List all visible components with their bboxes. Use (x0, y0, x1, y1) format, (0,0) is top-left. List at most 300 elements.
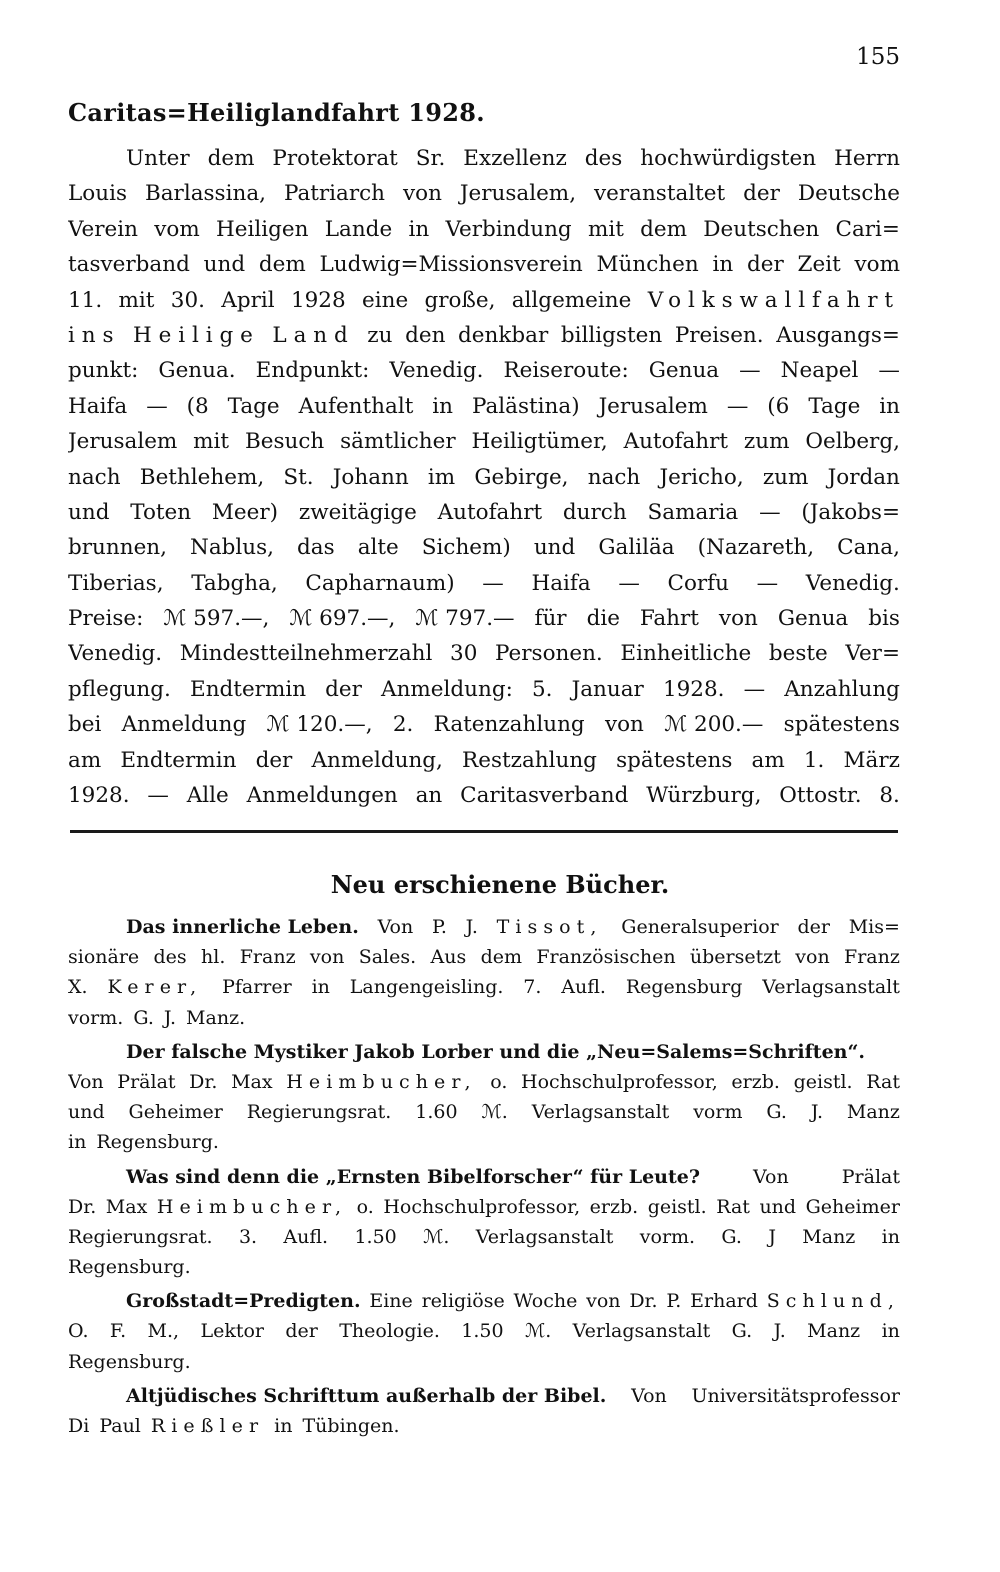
text-line (68, 1127, 900, 1157)
word: am (751, 747, 785, 773)
word: die (586, 606, 620, 632)
text-line (68, 1252, 900, 1282)
word: — (759, 499, 781, 525)
word: Würzburg, (646, 783, 762, 809)
word: P. (666, 1290, 682, 1313)
word: billigsten (560, 322, 663, 348)
text-line (68, 389, 900, 424)
word: große, (424, 287, 496, 313)
word: Verlagsanstalt (475, 1225, 614, 1248)
word: Universitätsprofessor (691, 1384, 900, 1407)
text-line (68, 1222, 900, 1252)
word: Regensburg. (68, 1256, 191, 1279)
word: München (596, 252, 699, 278)
word: erzb. (731, 1070, 780, 1093)
word: Dr. (68, 1195, 97, 1218)
word: Jerusalem (68, 429, 178, 455)
word: Endpunkt: (255, 358, 370, 384)
word: dem (480, 946, 522, 969)
word: Max (105, 1195, 148, 1218)
word: Von (377, 916, 414, 938)
text-line (68, 972, 900, 1002)
word: ℳ 120.—, (266, 712, 373, 738)
word: Oelberg, (805, 429, 900, 455)
word: Autofahrt (623, 429, 729, 455)
word: Heimbucher, (286, 1070, 477, 1093)
word: Caritasverband (460, 783, 629, 809)
word: spätestens (783, 712, 900, 738)
word: G. (766, 1101, 787, 1124)
word: Venedig. (68, 641, 163, 667)
word: (Nazareth, (697, 535, 815, 561)
word: zweitägige (298, 499, 417, 525)
word: Anmeldung, (311, 747, 443, 773)
word: April (221, 287, 275, 313)
word: tasverband (68, 252, 190, 278)
word: (Jakobs= (801, 499, 900, 525)
word: in (408, 216, 430, 242)
word: sämtlicher (340, 429, 456, 455)
word: Mis= (848, 916, 900, 938)
word: — (878, 358, 900, 384)
word: Cana, (837, 535, 900, 561)
word: 1928. (68, 783, 130, 809)
word: Regensburg. (68, 1350, 191, 1373)
word: März (843, 747, 900, 773)
word: Restzahlung (462, 747, 597, 773)
word: Rat (866, 1070, 900, 1093)
text-line (68, 247, 900, 282)
word: mit (193, 429, 230, 455)
text-line (68, 1003, 900, 1033)
word: — (147, 783, 169, 809)
word: Johann (332, 464, 409, 490)
book-entry (68, 912, 900, 1033)
word: Endtermin (190, 676, 307, 702)
word: Anmeldung: (381, 676, 513, 702)
word: ins (68, 322, 121, 348)
word: spätestens (616, 747, 733, 773)
word: geistl. (647, 1195, 707, 1218)
word: Franz (239, 946, 296, 969)
text-line (68, 530, 900, 565)
text-line (68, 1192, 900, 1222)
word: Manz (807, 1320, 861, 1343)
word: Manz (802, 1225, 856, 1248)
word: von (586, 1290, 621, 1313)
word: Genua. (158, 358, 236, 384)
word: Von (68, 1070, 104, 1093)
word: Heilige (133, 322, 260, 348)
word: Heiligen (216, 216, 309, 242)
book-title: Der falsche Mystiker Jakob Lorber und die „Neu=Salems=Schriften“. (126, 1040, 866, 1063)
word: erzb. (589, 1195, 639, 1218)
word: Haifa (68, 393, 128, 419)
word: Genua (777, 606, 849, 632)
word: Louis (68, 181, 127, 207)
word: J (768, 1225, 776, 1248)
word: P. (431, 916, 447, 938)
word: Nablus, (190, 535, 275, 561)
word: Einheitliche (620, 641, 752, 667)
word: ℳ 597.—, (163, 606, 270, 632)
word: Regierungsrat. (68, 1225, 213, 1248)
word: J. (465, 916, 478, 938)
book-entry (68, 1286, 900, 1377)
word: ℳ 797.— (415, 606, 515, 632)
word: Aufenthalt (298, 393, 414, 419)
word: 1. (803, 747, 825, 773)
text-line (68, 636, 900, 671)
text-line (68, 424, 900, 459)
word: Lande (324, 216, 393, 242)
word: — (726, 393, 749, 419)
word: Jordan (827, 464, 900, 490)
word: und (533, 535, 576, 561)
book-title: Das innerliche Leben. (126, 916, 359, 938)
word: Schlund, (766, 1290, 900, 1313)
word: St. (283, 464, 314, 490)
word: Von (753, 1165, 789, 1188)
word: übersetzt (689, 946, 781, 969)
text-line (68, 707, 900, 742)
word: 7. (523, 976, 542, 999)
word: Dr. (629, 1290, 658, 1313)
word: Preisen. (674, 322, 764, 348)
word: Corfu (667, 570, 729, 596)
text-line (68, 1162, 900, 1192)
word: Ludwig=Missionsverein (319, 252, 583, 278)
word: 5. (531, 676, 553, 702)
word: 3. (238, 1225, 258, 1248)
word: Regensburg. (96, 1131, 219, 1154)
word: Prälat (117, 1070, 176, 1093)
text-line (68, 1381, 900, 1411)
text-line (68, 1316, 900, 1346)
word: ℳ 697.—, (289, 606, 396, 632)
word: Prälat (841, 1165, 900, 1188)
word: Franz (844, 946, 900, 969)
word: des (584, 146, 623, 171)
book-entry (68, 1037, 900, 1158)
word: Cari= (835, 216, 900, 242)
word: Max (231, 1070, 273, 1093)
word: von (403, 181, 442, 207)
word: veranstaltet (593, 181, 726, 207)
word: religiöse (421, 1290, 505, 1313)
word: F. (109, 1320, 127, 1343)
word: in (432, 393, 454, 419)
word: Jerusalem (598, 393, 708, 419)
word: bei (68, 712, 102, 738)
word: — (756, 570, 779, 596)
word: Regensburg (625, 976, 743, 999)
word: und (759, 1195, 797, 1218)
word: Tabgha, (191, 570, 278, 596)
text-line (68, 1067, 900, 1097)
word: Herrn (834, 146, 900, 171)
word: und (68, 1101, 105, 1124)
book-title: Altjüdisches Schrifttum außerhalb der Bibel. (126, 1384, 607, 1407)
word: J. (163, 1006, 177, 1029)
word: 30 (450, 641, 478, 667)
word: G. (721, 1225, 742, 1248)
word: Tübingen. (302, 1415, 400, 1437)
text-line (68, 318, 900, 353)
word: beste (768, 641, 828, 667)
word: alte (357, 535, 399, 561)
word: Ottostr. (779, 783, 862, 809)
word: des (153, 946, 187, 969)
text-line (68, 1037, 900, 1067)
word: Sales. (358, 946, 417, 969)
word: Land (272, 322, 355, 348)
word: Sichem) (421, 535, 511, 561)
word: Lektor (200, 1320, 264, 1343)
word: Geheimer (805, 1195, 900, 1218)
word: nach (587, 464, 641, 490)
word: Jericho, (659, 464, 744, 490)
word: mit (587, 216, 624, 242)
word: von (309, 946, 345, 969)
word: der (746, 252, 784, 278)
word: Deutschen (703, 216, 820, 242)
word: O. (68, 1320, 89, 1343)
word: hochwürdigsten (640, 146, 817, 171)
word: 2. (392, 712, 414, 738)
book-title: Was sind denn die „Ernsten Bibelforscher“ für Leute? (126, 1165, 700, 1188)
book-entry (68, 1381, 900, 1441)
word: in (881, 1225, 900, 1248)
text-line (68, 912, 900, 942)
word: und (203, 252, 246, 278)
word: ℳ. (481, 1101, 508, 1124)
word: ℳ 200.— (664, 712, 764, 738)
word: von (718, 606, 758, 632)
word: in (311, 976, 330, 999)
word: eine (362, 287, 409, 313)
word: pflegung. (68, 676, 171, 702)
text-line (68, 283, 900, 318)
word: Gebirge, (474, 464, 569, 490)
word: Ratenzahlung (433, 712, 585, 738)
word: Paul (99, 1415, 141, 1437)
word: Alle (186, 783, 229, 809)
word: Palästina) (471, 393, 580, 419)
word: G. (133, 1006, 154, 1029)
word: J. (773, 1320, 786, 1343)
word: geistl. (793, 1070, 853, 1093)
word: durch (562, 499, 627, 525)
word: 1.60 (415, 1101, 458, 1124)
word: Di (68, 1415, 90, 1437)
word: Januar (571, 676, 644, 702)
word: Mindestteilnehmerzahl (179, 641, 433, 667)
word: J. (810, 1101, 823, 1124)
word: Kerer, (107, 976, 203, 999)
text-line (68, 141, 900, 176)
word: im (427, 464, 456, 490)
word: Ver= (845, 641, 900, 667)
word: (8 (186, 393, 209, 419)
word: Zeit (797, 252, 841, 278)
text-line (68, 353, 900, 388)
word: Aus (430, 946, 467, 969)
text-line (68, 495, 900, 530)
word: Neapel (780, 358, 859, 384)
word: Sr. (415, 146, 446, 171)
word: Galiläa (598, 535, 675, 561)
word: o. (490, 1070, 508, 1093)
word: Toten (130, 499, 192, 525)
word: Verlagsanstalt (572, 1320, 711, 1343)
book-entry (68, 1162, 900, 1283)
word: Meer) (211, 499, 279, 525)
word: o. (356, 1195, 374, 1218)
word: vom (854, 252, 900, 278)
text-line (68, 942, 900, 972)
word: Tage (808, 393, 861, 419)
text-line (68, 1097, 900, 1127)
word: Preise: (68, 606, 144, 632)
word: Autofahrt (437, 499, 543, 525)
word: Geheimer (128, 1101, 223, 1124)
word: Aufl. (283, 1225, 329, 1248)
word: Verlagsanstalt (531, 1101, 670, 1124)
word: Hochschulprofessor, (521, 1070, 718, 1093)
word: Von (631, 1384, 667, 1407)
word: Barlassina, (144, 181, 266, 207)
word: Jerusalem, (459, 181, 577, 207)
word: 8. (879, 783, 900, 809)
word: Heimbucher, (156, 1195, 348, 1218)
word: Fahrt (639, 606, 699, 632)
word: Regierungsrat. (246, 1101, 392, 1124)
section-title: Caritas=Heiliglandfahrt 1928. (68, 98, 485, 127)
word: an (415, 783, 443, 809)
word: Volkswallfahrt (647, 287, 900, 313)
word: ℳ. (423, 1225, 450, 1248)
word: das (297, 535, 335, 561)
word: Generalsuperior (621, 916, 779, 938)
word: der (285, 1320, 318, 1343)
word: dem (207, 146, 255, 171)
word: in (274, 1415, 293, 1437)
word: brunnen, (68, 535, 167, 561)
text-line (68, 566, 900, 601)
word: Bethlehem, (139, 464, 265, 490)
word: Verbindung (445, 216, 572, 242)
word: in (881, 1320, 900, 1343)
word: Protektorat (272, 146, 398, 171)
word: Pfarrer (222, 976, 292, 999)
word: Patriarch (283, 181, 386, 207)
word: — (618, 570, 640, 596)
word: Rat (716, 1195, 750, 1218)
word: von (604, 712, 644, 738)
word: G. (731, 1320, 753, 1343)
word: zum (762, 464, 809, 490)
word: Tiberias, (68, 570, 164, 596)
word: der (255, 747, 293, 773)
word: Tissot, (496, 916, 603, 938)
word: Langengeisling. (349, 976, 504, 999)
text-line (68, 1347, 900, 1377)
word: vorm (693, 1101, 743, 1124)
word: Verein (68, 216, 139, 242)
word: bis (868, 606, 900, 632)
word: von (795, 946, 830, 969)
word: mit (118, 287, 155, 313)
word: Haifa (531, 570, 591, 596)
word: Venedig. (389, 358, 484, 384)
word: Theologie. (339, 1320, 440, 1343)
word: Hochschulprofessor, (383, 1195, 581, 1218)
word: Anmeldungen (246, 783, 398, 809)
word: vorm. (68, 1006, 124, 1029)
word: Anzahlung (784, 676, 900, 702)
word: 1.50 (354, 1225, 397, 1248)
word: Genua (648, 358, 720, 384)
word: — (743, 676, 766, 702)
word: 1928 (290, 287, 346, 313)
book-list (68, 912, 900, 1445)
word: Manz (846, 1101, 900, 1124)
word: Venedig. (805, 570, 900, 596)
word: allgemeine (511, 287, 632, 313)
text-line (68, 1286, 900, 1316)
word: 11. (68, 287, 103, 313)
word: und (68, 499, 110, 525)
text-line (68, 778, 900, 813)
pilgrimage-paragraph (68, 141, 900, 813)
word: — (482, 570, 504, 596)
word: 1928. (662, 676, 725, 702)
word: Unter (126, 146, 190, 171)
word: Ausgangs= (776, 322, 900, 348)
word: vom (154, 216, 200, 242)
text-line (68, 212, 900, 247)
book-title: Großstadt=Predigten. (126, 1290, 361, 1313)
word: der (797, 916, 830, 938)
word: Samaria (647, 499, 739, 525)
word: Manz. (186, 1006, 246, 1029)
page-number: 155 (856, 44, 900, 70)
word: punkt: (68, 358, 139, 384)
text-line (68, 601, 900, 636)
word: zum (743, 429, 790, 455)
word: — (739, 358, 761, 384)
word: denkbar (458, 322, 549, 348)
text-line (68, 672, 900, 707)
word: (6 (767, 393, 790, 419)
word: M., (147, 1320, 180, 1343)
word: Dr. (189, 1070, 218, 1093)
word: sionäre (68, 946, 140, 969)
word: Aufl. (561, 976, 606, 999)
word: dem (640, 216, 688, 242)
word: Deutsche (797, 181, 900, 207)
word: zu (367, 322, 393, 348)
word: Reiseroute: (503, 358, 629, 384)
word: Anmeldung (121, 712, 247, 738)
text-line (68, 1411, 900, 1441)
word: Heiligtümer, (471, 429, 608, 455)
word: Erhard (690, 1290, 758, 1313)
word: Tage (227, 393, 280, 419)
word: vorm. (639, 1225, 696, 1248)
text-line (68, 460, 900, 495)
